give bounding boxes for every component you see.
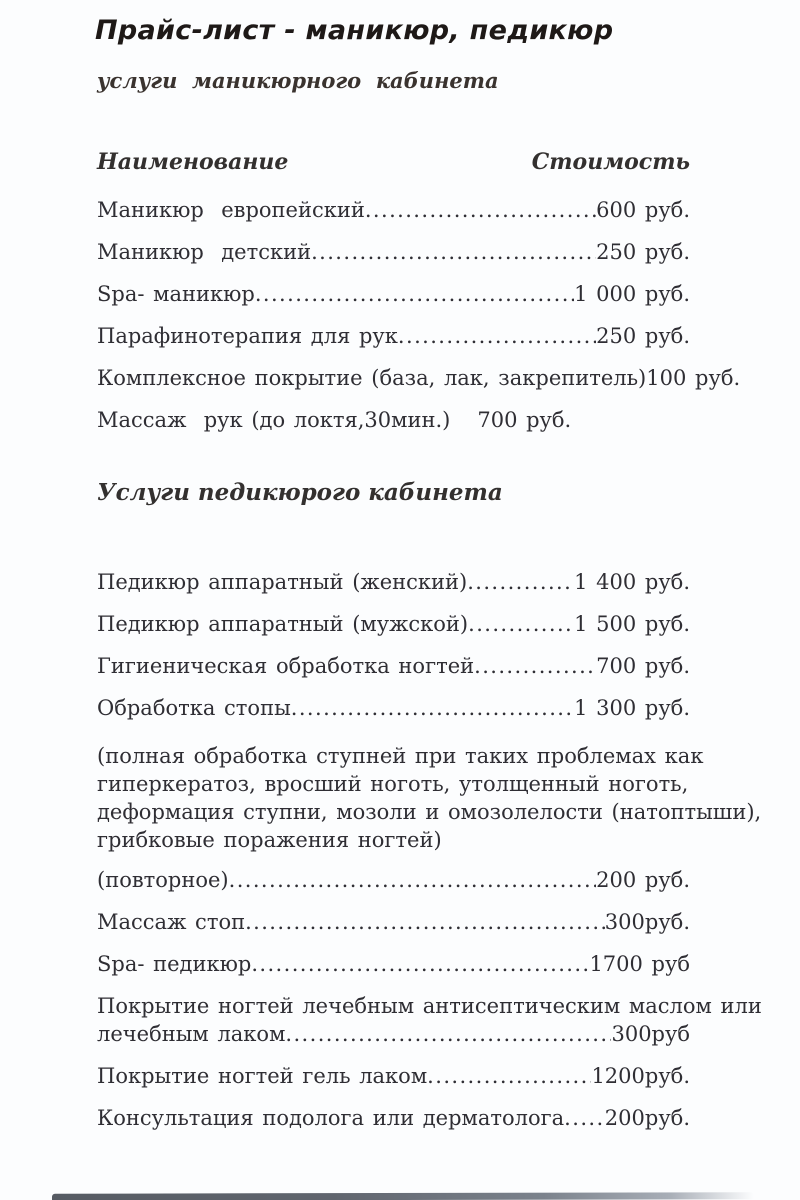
service-name: Покрытие ногтей гель лаком — [97, 1064, 428, 1088]
service-name: (повторное) — [97, 868, 229, 892]
note-line: деформация ступни, мозоли и омозолелости (натоптыши), — [97, 800, 762, 824]
dot-leader — [229, 866, 597, 894]
service-price: 1 400 руб. — [574, 570, 690, 594]
dot-leader — [245, 908, 605, 936]
document-content — [95, 0, 762, 1146]
price-row — [97, 364, 741, 392]
price-row — [97, 866, 690, 894]
dot-leader — [427, 1062, 591, 1090]
price-row — [97, 280, 690, 308]
dot-leader — [467, 568, 574, 596]
page-title: Прайс-лист - маникюр, педикюр — [95, 15, 614, 46]
price-row — [97, 694, 690, 722]
dot-leader — [311, 238, 596, 266]
dot-leader — [468, 610, 574, 638]
note-line: грибковые поражения ногтей) — [97, 828, 442, 852]
price-row — [97, 568, 690, 596]
service-name: Педикюр аппаратный (женский) — [97, 570, 468, 594]
price-row — [97, 1104, 690, 1132]
service-price: 200 руб. — [596, 868, 690, 892]
document-subtitle: услуги маникюрного кабинета — [97, 68, 499, 93]
service-price: 300руб — [611, 1022, 690, 1046]
price-row — [97, 322, 690, 350]
service-price: 1 500 руб. — [574, 612, 690, 636]
service-price: 700 руб. — [596, 654, 690, 678]
column-header-name: Наименование — [97, 149, 289, 175]
service-name: Spa- маникюр — [97, 282, 255, 306]
service-name: Консультация подолога или дерматолога — [97, 1106, 565, 1130]
service-name: Гигиеническая обработка ногтей — [97, 654, 475, 678]
dot-leader — [474, 652, 596, 680]
service-price: 250 руб. — [596, 240, 690, 264]
service-price: 100 руб. — [646, 366, 741, 390]
service-name: Парафинотерапия для рук — [97, 324, 398, 348]
price-row — [97, 950, 690, 978]
service-name: Spa- педикюр — [97, 952, 252, 976]
pedicure-price-list-2 — [97, 866, 762, 1146]
dot-leader — [291, 694, 574, 722]
price-row — [97, 406, 690, 434]
service-price: 700 руб. — [477, 408, 572, 432]
service-price: 300руб. — [604, 910, 690, 934]
service-name: Комплексное покрытие (база, лак, закрепитель) — [97, 366, 647, 390]
price-row — [97, 238, 690, 266]
dot-leader — [365, 196, 596, 224]
price-row-continuation — [97, 1020, 690, 1048]
price-row — [97, 610, 690, 638]
price-row — [97, 1062, 690, 1090]
dot-leader — [251, 950, 589, 978]
service-price: 250 руб. — [596, 324, 690, 348]
price-row — [97, 992, 762, 1048]
pedicure-price-list-1 — [97, 568, 690, 736]
price-row — [97, 196, 690, 224]
price-row — [97, 908, 690, 936]
service-price: 1200руб. — [591, 1064, 690, 1088]
service-name: Маникюр европейский — [97, 198, 365, 222]
service-name: Обработка стопы — [97, 696, 291, 720]
note-paragraph — [97, 742, 762, 854]
service-name: Массаж рук (до локтя,30мин.) — [97, 408, 451, 432]
table-header-row — [97, 148, 690, 176]
note-line: (полная обработка ступней при таких проблемах как — [97, 744, 704, 768]
service-name: Маникюр детский — [97, 240, 312, 264]
scan-edge-artifact — [52, 1192, 754, 1200]
manicure-price-list — [97, 196, 741, 448]
service-name: Массаж стоп — [97, 910, 246, 934]
service-price: 200руб. — [604, 1106, 690, 1130]
service-price: 1 300 руб. — [574, 696, 690, 720]
service-price: 600 руб. — [596, 198, 690, 222]
dot-leader — [285, 1020, 611, 1048]
price-row — [97, 652, 690, 680]
dot-leader — [255, 280, 574, 308]
dot-leader — [398, 322, 596, 350]
section-heading-pedicure: Услуги педикюрого кабинета — [97, 479, 503, 506]
service-name: Педикюр аппаратный (мужской) — [97, 612, 469, 636]
service-price: 1700 руб — [589, 952, 690, 976]
column-header-price: Стоимость — [531, 149, 690, 175]
note-line: гиперкератоз, вросший ноготь, утолщенный ноготь, — [97, 772, 689, 796]
service-name: Покрытие ногтей лечебным антисептическим маслом или — [97, 994, 762, 1018]
service-price: 1 000 руб. — [574, 282, 690, 306]
service-name-continuation: лечебным лаком — [97, 1022, 286, 1046]
dot-leader — [564, 1104, 605, 1132]
